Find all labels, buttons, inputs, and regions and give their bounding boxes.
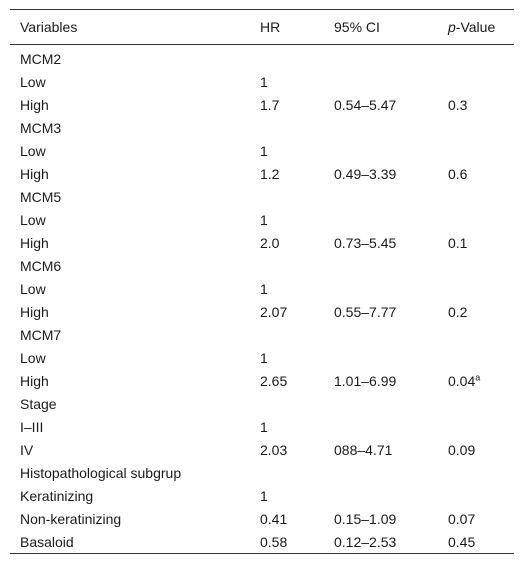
hr-cell: 1 [260, 349, 268, 366]
ci-cell [324, 116, 438, 139]
table-row [10, 300, 514, 323]
p-value-text: 0.07 [448, 510, 476, 527]
p-value-cell [438, 369, 514, 392]
hr-cell [250, 254, 324, 277]
table-row [10, 185, 514, 208]
ci-cell [324, 70, 438, 93]
table-row [10, 93, 514, 116]
hr-cell: 1 [260, 487, 268, 504]
header-p-value [438, 10, 514, 45]
ci-cell [324, 323, 438, 346]
variable-cell: Low [20, 349, 46, 366]
variable-cell: MCM7 [20, 326, 62, 343]
p-value-cell [438, 277, 514, 300]
variable-cell: High [20, 165, 49, 182]
ci-cell [324, 45, 438, 71]
variable-cell: I–III [20, 418, 44, 435]
variable-cell: Stage [20, 395, 57, 412]
variable-cell: Low [20, 280, 46, 297]
ci-cell: 0.73–5.45 [334, 234, 397, 251]
variable-cell: High [20, 303, 49, 320]
p-value-cell [438, 208, 514, 231]
ci-cell [324, 185, 438, 208]
ci-cell [324, 415, 438, 438]
table-row [10, 323, 514, 346]
variable-cell: Low [20, 73, 46, 90]
header-row [10, 10, 514, 45]
p-value-text: 0.09 [448, 441, 476, 458]
variable-cell: Histopathological subgrup [20, 464, 182, 481]
p-value-cell [438, 45, 514, 71]
hr-cell: 1 [260, 211, 268, 228]
p-value-cell [438, 392, 514, 415]
variable-cell: Low [20, 142, 46, 159]
hr-cell: 2.03 [260, 441, 288, 458]
hr-cell: 1.2 [260, 165, 280, 182]
hazard-ratio-table [10, 9, 514, 554]
variable-cell: MCM3 [20, 119, 62, 136]
hr-cell: 2.07 [260, 303, 288, 320]
hr-cell: 0.41 [260, 510, 288, 527]
p-value-text: 0.3 [448, 96, 468, 113]
table-row [10, 346, 514, 369]
table-row [10, 208, 514, 231]
header-hr: HR [260, 19, 281, 35]
p-value-cell [438, 185, 514, 208]
table-row [10, 392, 514, 415]
table-row [10, 116, 514, 139]
header-variables: Variables [20, 19, 78, 35]
ci-cell: 0.12–2.53 [334, 533, 397, 550]
hr-cell: 0.58 [260, 533, 288, 550]
p-value-cell [438, 139, 514, 162]
variable-cell: MCM6 [20, 257, 62, 274]
ci-cell [324, 484, 438, 507]
table-row [10, 254, 514, 277]
significance-footnote-marker: a [475, 371, 481, 382]
ci-cell [324, 277, 438, 300]
ci-cell [324, 139, 438, 162]
ci-cell [324, 208, 438, 231]
variable-cell: Low [20, 211, 46, 228]
p-value-cell [438, 323, 514, 346]
hr-cell [250, 45, 324, 71]
ci-cell: 0.54–5.47 [334, 96, 397, 113]
variable-cell: Non-keratinizing [20, 510, 122, 527]
p-value-cell [438, 162, 514, 185]
hr-cell [250, 461, 324, 484]
hr-cell: 2.0 [260, 234, 280, 251]
ci-cell: 1.01–6.99 [334, 372, 397, 389]
header-p-suffix: -Value [455, 19, 496, 35]
table-row [10, 70, 514, 93]
p-value-cell [438, 438, 514, 461]
table-row [10, 231, 514, 254]
table-row [10, 438, 514, 461]
p-value-text: 0.1 [448, 234, 468, 251]
hr-cell [250, 116, 324, 139]
header-ci: 95% CI [334, 19, 380, 35]
header-p-letter: p [448, 19, 456, 35]
table-row [10, 162, 514, 185]
p-value-text: 0.45 [448, 533, 476, 550]
p-value-cell [438, 484, 514, 507]
variable-cell: High [20, 234, 49, 251]
variable-cell: High [20, 372, 49, 389]
ci-cell: 088–4.71 [334, 441, 393, 458]
p-value-text: 0.04 [448, 372, 476, 389]
variable-cell: MCM5 [20, 188, 62, 205]
hr-cell [250, 185, 324, 208]
table-row [10, 461, 514, 484]
hr-cell [250, 392, 324, 415]
table-row [10, 369, 514, 392]
hr-cell: 2.65 [260, 372, 288, 389]
p-value-cell [438, 231, 514, 254]
ci-cell [324, 254, 438, 277]
ci-cell [324, 392, 438, 415]
p-value-cell [438, 415, 514, 438]
p-value-cell [438, 507, 514, 530]
variable-cell: IV [20, 441, 34, 458]
table-header [10, 10, 514, 45]
hr-cell: 1 [260, 142, 268, 159]
p-value-cell [438, 530, 514, 554]
p-value-text: 0.6 [448, 165, 468, 182]
variable-cell: Basaloid [20, 533, 74, 550]
p-value-cell [438, 300, 514, 323]
table-row [10, 45, 514, 71]
ci-cell: 0.49–3.39 [334, 165, 397, 182]
p-value-cell [438, 346, 514, 369]
hr-cell: 1.7 [260, 96, 280, 113]
hr-cell: 1 [260, 73, 268, 90]
table-row [10, 139, 514, 162]
table-row [10, 507, 514, 530]
ci-cell: 0.55–7.77 [334, 303, 397, 320]
table-row [10, 484, 514, 507]
p-value-cell [438, 70, 514, 93]
ci-cell [324, 461, 438, 484]
ci-cell [324, 346, 438, 369]
hr-cell: 1 [260, 280, 268, 297]
p-value-cell [438, 93, 514, 116]
table-row [10, 530, 514, 554]
table-row [10, 277, 514, 300]
p-value-cell [438, 254, 514, 277]
table-body [10, 45, 514, 554]
ci-cell: 0.15–1.09 [334, 510, 397, 527]
table-row [10, 415, 514, 438]
p-value-cell [438, 461, 514, 484]
hr-cell [250, 323, 324, 346]
hazard-ratio-table-container [10, 9, 514, 554]
variable-cell: Keratinizing [20, 487, 94, 504]
variable-cell: MCM2 [20, 50, 62, 67]
hr-cell: 1 [260, 418, 268, 435]
variable-cell: High [20, 96, 49, 113]
p-value-cell [438, 116, 514, 139]
p-value-text: 0.2 [448, 303, 468, 320]
